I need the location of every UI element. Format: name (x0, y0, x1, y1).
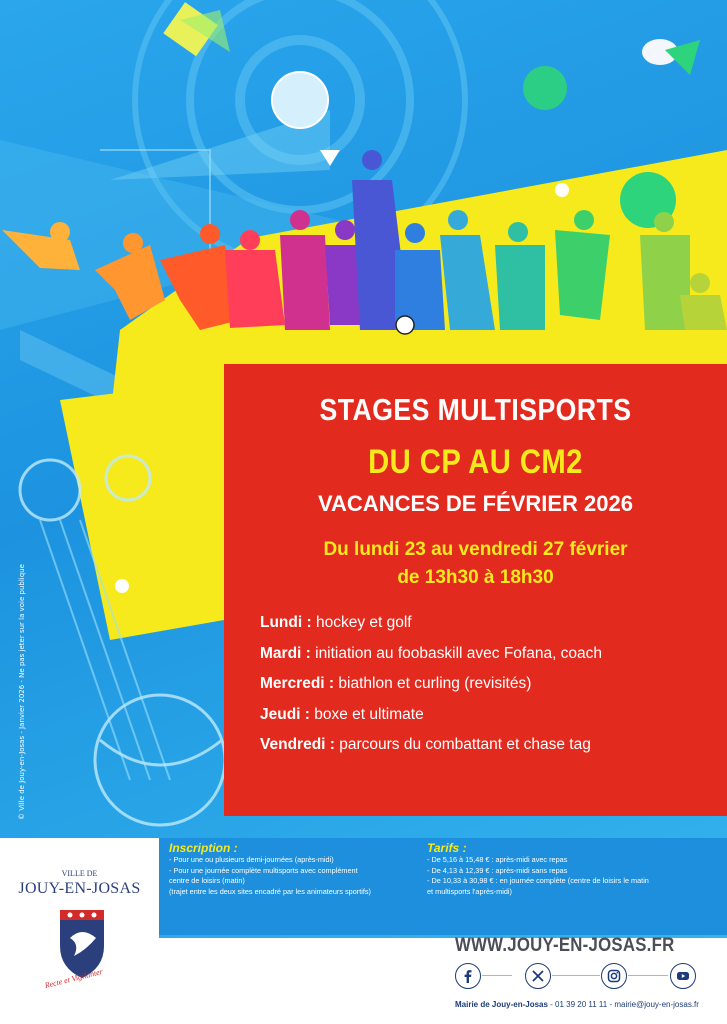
program-day: Lundi : (260, 614, 312, 631)
program-item (260, 736, 720, 767)
program-activity: biathlon et curling (revisités) (334, 675, 532, 692)
program-item (260, 614, 720, 645)
program-item (260, 675, 720, 706)
inscription-line: (trajet entre les deux sites encadré par les animateurs sportifs) (169, 886, 371, 896)
poster-subtitle: DU CP AU CM2 (368, 443, 583, 481)
social-divider (482, 975, 512, 976)
program-item (260, 706, 720, 737)
instagram-icon[interactable] (601, 963, 627, 989)
youtube-icon[interactable] (670, 963, 696, 989)
program-day: Jeudi : (260, 705, 310, 723)
inscription-line: centre de loisirs (matin) (169, 876, 245, 885)
logo-motto: Recte et Vigilanter (43, 966, 104, 991)
website-link[interactable]: WWW.JOUY-EN-JOSAS.FR (455, 934, 675, 956)
program-activity: hockey et golf (311, 614, 412, 631)
inscription-line: - Pour une journée complète multisports avec complément (169, 865, 358, 875)
dates-line-2: de 13h30 à 18h30 (397, 567, 554, 588)
inscription-section (169, 841, 429, 897)
tarif-line: - De 4,13 à 12,39 € : après-midi sans repas (427, 865, 568, 875)
coat-of-arms-icon (0, 838, 159, 1024)
dates-line-1: Du lundi 23 au vendredi 27 février (323, 539, 628, 560)
tarifs-title: Tarifs : (427, 841, 467, 855)
program-day: Mardi : (260, 644, 311, 662)
program-list (260, 614, 720, 767)
poster-title: STAGES MULTISPORTS (319, 392, 632, 427)
program-day: Vendredi : (260, 736, 335, 753)
tarif-line: et multisports l'après-midi) (427, 886, 512, 896)
contact-org: Mairie de Jouy-en-Josas (455, 1000, 548, 1009)
inscription-title: Inscription : (169, 841, 238, 855)
holiday-period: VACANCES DE FÉVRIER 2026 (317, 491, 633, 516)
logo-town-name: JOUY-EN-JOSAS (18, 880, 141, 897)
program-day: Mercredi : (260, 675, 335, 692)
contact-line (455, 1000, 699, 1009)
town-logo (0, 838, 159, 1024)
program-item (260, 645, 720, 676)
inscription-line: - Pour une ou plusieurs demi-journées (après-midi) (169, 855, 334, 864)
facebook-icon[interactable] (455, 963, 481, 989)
program-activity: initiation au foobaskill avec Fofana, coach (310, 644, 603, 662)
contact-details: - 01 39 20 11 11 - mairie@jouy-en-josas.fr (547, 1000, 699, 1009)
logo-ville: VILLE DE (61, 869, 98, 878)
side-credit: © Ville de Jouy-en-Josas - Janvier 2026 - Ne pas jeter sur la voie publique (18, 564, 26, 820)
social-divider (552, 975, 600, 976)
tarif-line: - De 10,33 à 30,98 € : en journée complète (centre de loisirs le matin (427, 876, 649, 885)
social-divider (628, 975, 668, 976)
x-icon[interactable] (525, 963, 551, 989)
tarifs-section (427, 841, 727, 897)
tarif-line: - De 5,16 à 15,48 € : après-midi avec repas (427, 855, 568, 864)
program-activity: boxe et ultimate (309, 705, 424, 723)
registration-info (159, 838, 727, 935)
event-panel (224, 364, 727, 816)
program-activity: parcours du combattant et chase tag (334, 736, 591, 753)
